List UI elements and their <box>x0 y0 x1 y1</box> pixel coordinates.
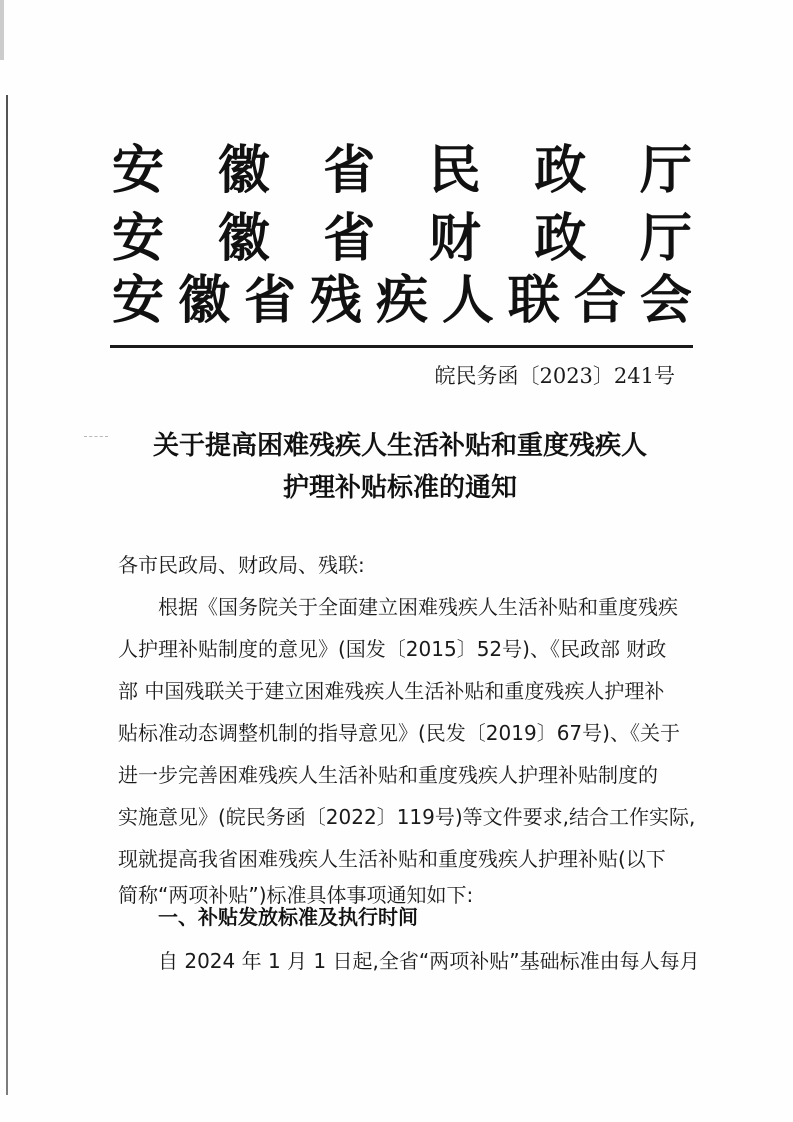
agency-char: 省 <box>243 270 296 331</box>
notice-title-line-2: 护理补贴标准的通知 <box>282 473 517 503</box>
paragraph-line: 部 中国残联关于建立困难残疾人生活补贴和重度残疾人护理补 <box>118 679 665 703</box>
paragraph-line: 简称“两项补贴”)标准具体事项通知如下: <box>118 883 474 907</box>
notice-title-line-1: 关于提高困难残疾人生活补贴和重度残疾人 <box>152 431 647 461</box>
agency-char: 财 <box>428 208 481 269</box>
agency-char: 联 <box>507 270 560 331</box>
section-heading-1: 一、补贴发放标准及执行时间 <box>158 905 418 929</box>
scan-artifact-top <box>0 0 4 60</box>
agency-char: 省 <box>323 208 376 269</box>
agency-char: 会 <box>639 270 692 331</box>
agency-char: 合 <box>573 270 626 331</box>
agency-char: 政 <box>534 208 587 269</box>
section-1-text-line: 自 2024 年 1 月 1 日起,全省“两项补贴”基础标准由每人每月 <box>158 949 700 973</box>
paragraph-line: 实施意见》(皖民务函〔2022〕119号)等文件要求,结合工作实际, <box>118 805 696 829</box>
agency-char: 徽 <box>217 140 270 201</box>
agency-char: 人 <box>441 270 494 331</box>
document-number: 皖民务函〔2023〕241号 <box>434 364 675 388</box>
agency-char: 安 <box>112 270 165 331</box>
agency-name-finance <box>112 208 692 270</box>
scan-artifact-left-edge <box>6 95 8 1095</box>
paragraph-line: 现就提高我省困难残疾人生活补贴和重度残疾人护理补贴(以下 <box>118 847 666 871</box>
agency-char: 残 <box>309 270 362 331</box>
agency-char: 厅 <box>639 140 692 201</box>
agency-char: 省 <box>323 140 376 201</box>
paragraph-line: 人护理补贴制度的意见》(国发〔2015〕52号)、《民政部 财政 <box>118 637 667 661</box>
agency-char: 徽 <box>217 208 270 269</box>
agency-name-disabled-federation <box>112 270 692 332</box>
paragraph-line: 根据《国务院关于全面建立困难残疾人生活补贴和重度残疾 <box>158 595 678 619</box>
header-divider-line <box>110 345 693 348</box>
paragraph-line: 贴标准动态调整机制的指导意见》(民发〔2019〕67号)、《关于 <box>118 721 680 745</box>
agency-char: 徽 <box>177 270 230 331</box>
salutation: 各市民政局、财政局、残联: <box>118 553 365 577</box>
paragraph-line: 进一步完善困难残疾人生活补贴和重度残疾人护理补贴制度的 <box>118 763 658 787</box>
agency-char: 安 <box>112 208 165 269</box>
agency-name-civil-affairs <box>112 140 692 202</box>
agency-char: 政 <box>534 140 587 201</box>
agency-char: 民 <box>428 140 481 201</box>
agency-char: 疾 <box>375 270 428 331</box>
agency-char: 安 <box>112 140 165 201</box>
agency-char: 厅 <box>639 208 692 269</box>
